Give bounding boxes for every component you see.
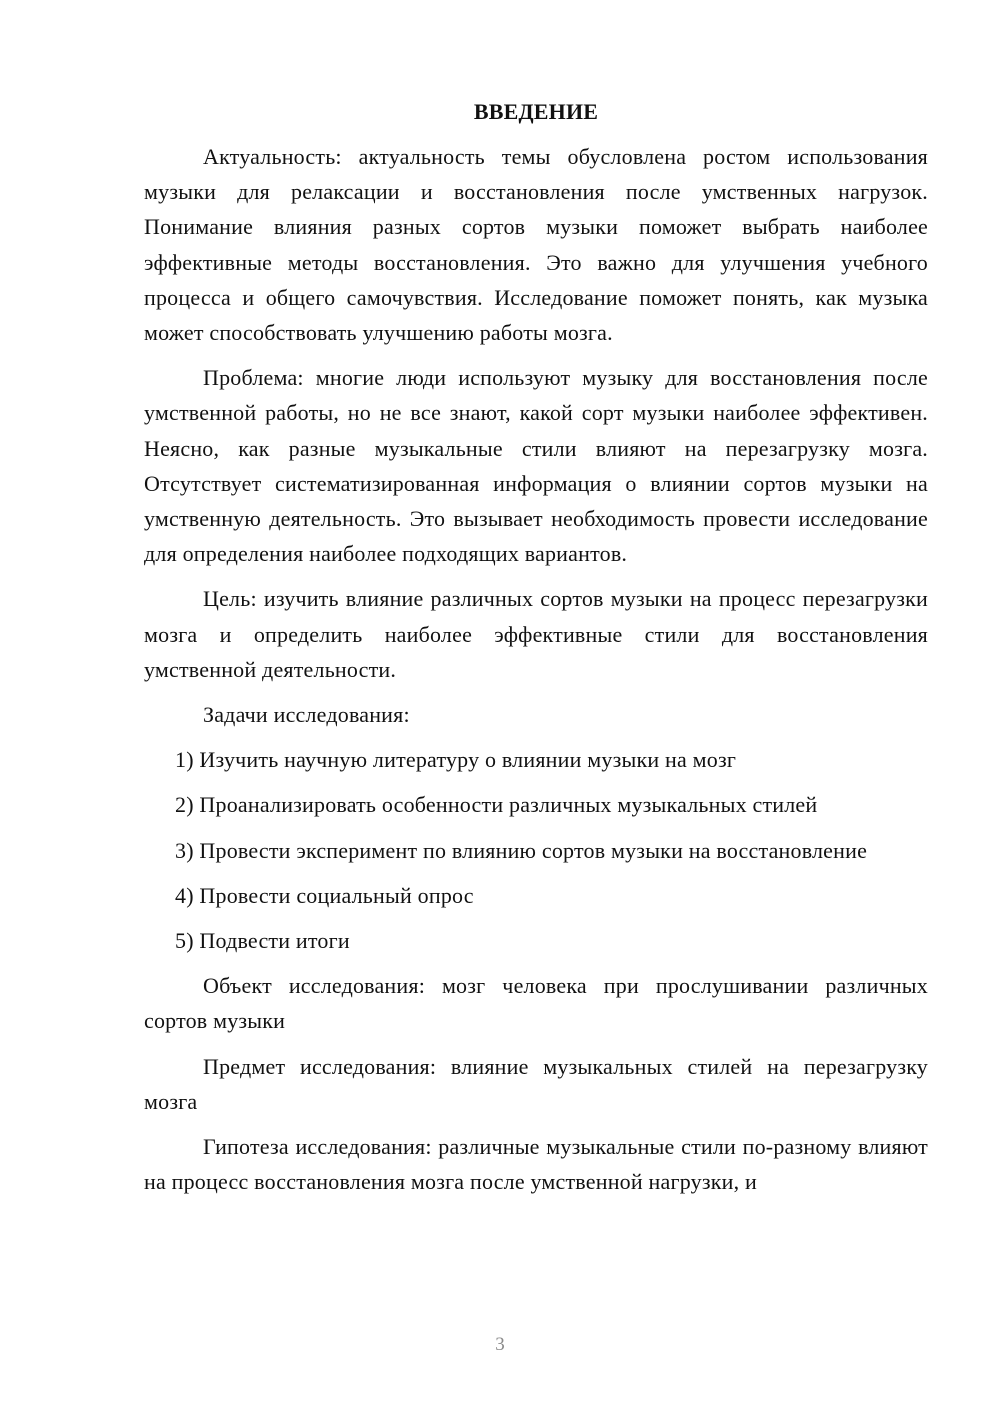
goal-paragraph: Цель: изучить влияние различных сортов музыки на процесс перезагрузки мозга и определить наиболее эффективные стили для восстановления умственной деятельности.: [144, 586, 928, 682]
relevance-paragraph: Актуальность: актуальность темы обусловлена ростом использования музыки для релаксации и восстановления после умственных нагрузок. Понимание влияния разных сортов музыки поможет выбрать наиболее эффективные методы восстановления. Это важно для улучшения учебного процесса и общего самочувствия. Исследование поможет понять, как музыка может способствовать улучшению работы мозга.: [144, 144, 928, 346]
section-title: ВВЕДЕНИЕ: [473, 99, 599, 124]
hypothesis-paragraph: Гипотеза исследования: различные музыкальные стили по-разному влияют на процесс восстановления мозга после умственной нагрузки, и: [144, 1134, 928, 1195]
object-paragraph: Объект исследования: мозг человека при прослушивании различных сортов музыки: [144, 973, 928, 1034]
task-item: 2) Проанализировать особенности различных музыкальных стилей: [175, 792, 818, 818]
subject-paragraph: Предмет исследования: влияние музыкальных стилей на перезагрузку мозга: [144, 1053, 928, 1114]
task-item: 4) Провести социальный опрос: [175, 882, 474, 908]
page-number: 3: [495, 1334, 505, 1355]
problem-paragraph: Проблема: многие люди используют музыку для восстановления после умственной работы, но не все знают, какой сорт музыки наиболее эффективен. Неясно, как разные музыкальные стили влияют на перезагрузку мозга. Отсутствует систематизированная информация о влиянии сортов музыки на умственную деятельность. Это вызывает необходимость провести исследование для определения наиболее подходящих вариантов.: [144, 365, 928, 567]
tasks-heading: Задачи исследования:: [203, 702, 410, 728]
task-item: 1) Изучить научную литературу о влиянии музыки на мозг: [175, 747, 737, 773]
page-body: [144, 94, 928, 1209]
task-item: 3) Провести эксперимент по влиянию сортов музыки на восстановление: [175, 837, 868, 863]
task-item: 5) Подвести итоги: [175, 928, 350, 954]
